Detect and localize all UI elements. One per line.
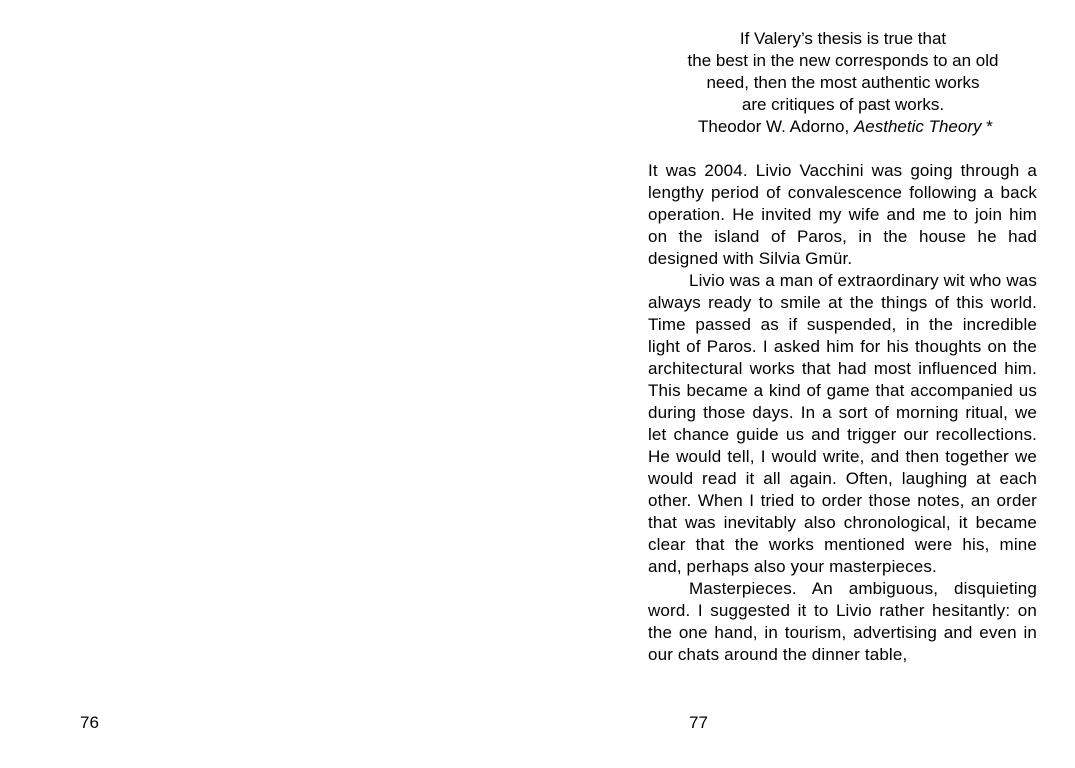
page-number-right: 77 [689,713,708,732]
epigraph-line: If Valery’s thesis is true that [739,29,947,48]
paragraph: Masterpieces. An ambiguous, disquieting word. I suggested it to Livio rather hesitantly: on the one hand, in tourism, advertising and even in our chats around the dinner table, [648,579,1037,664]
paragraph: Livio was a man of extraordinary wit who was always ready to smile at the things of this world. Time passed as if suspended, in the incredible light of Paros. I asked him for his thoughts on the architectural works that had most influenced him. This became a kind of game that accompanied us during those days. In a sort of morning ritual, we let chance guide us and trigger our recollections. He would tell, I would write, and then together we would read it all again. Often, laughing at each other. When I tried to order those notes, an order that was inevitably also chronological, it became clear that the works mentioned were his, mine and, perhaps also your masterpieces. [648,271,1037,576]
right-page [537,0,1075,768]
paragraph: It was 2004. Livio Vacchini was going through a lengthy period of convalescence following a back operation. He invited my wife and me to join him on the island of Paros, in the house he had designed with Silvia Gmür. [648,161,1037,268]
page-number-left: 76 [80,713,99,732]
epigraph-attribution [648,116,1038,138]
epigraph-line: the best in the new corresponds to an old [687,51,999,70]
epigraph [648,28,1038,138]
epigraph-work-title: Aesthetic Theory [853,117,982,136]
footnote-marker: * [986,117,993,136]
epigraph-author: Theodor W. Adorno, [698,117,850,136]
left-page [0,0,537,768]
epigraph-line: need, then the most authentic works [706,73,980,92]
epigraph-line: are critiques of past works. [741,95,945,114]
body-text [648,160,1037,666]
